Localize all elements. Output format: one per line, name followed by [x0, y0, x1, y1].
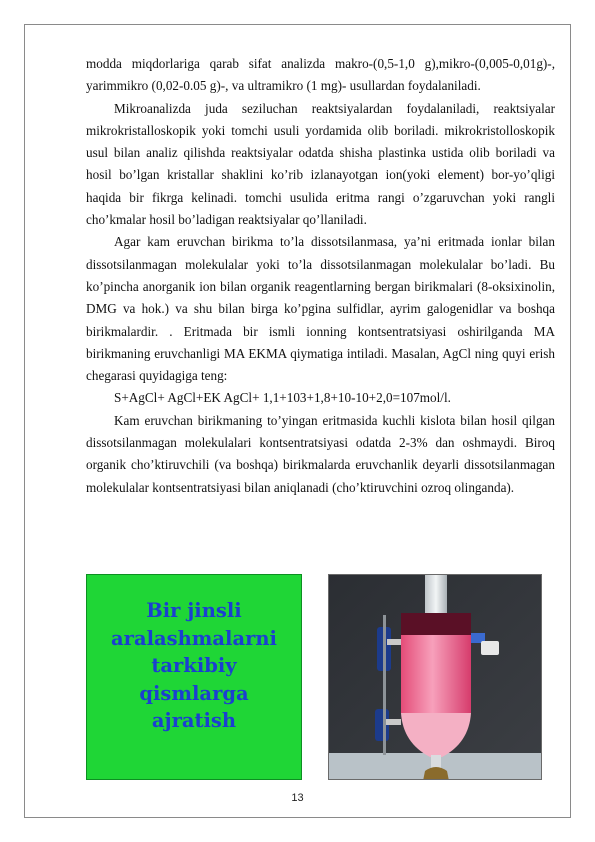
paragraph-4: Kam eruvchan birikmaning to’yingan eritmasida kuchli kislota bilan hosil qilgan dissotsilanmagan molekulalari kontsentratsiyasi odatda 2-3% dan oshmaydi. Biroq organik cho’ktiruvchili (va boshqa) birikmalarda eruvchanlik deyarli dissotsilanmagan molekulalar kontsentratsiyasi bilan aniqlanadi (cho’ktiruvchini ozroq olinganda).	[86, 412, 555, 495]
paragraph-2: Mikroanalizda juda seziluchan reaktsiyalardan foydalaniladi, reaktsiyalar mikrokristalloskopik yoki tomchi usuli yordamida olib boriladi. mikrokristolloskopik usul bilan analiz qilishda reaktsiyalar odatda shisha plastinka ustida olib boriladi va hosil bo’lgan kristallar shaklini ko’rib izlanayotgan ion(yoki element) bor-yo’qligi haqida bir fikrga kelinadi. tomchi usulida eritma rangi o’zgaruvchan yoki rangli cho’kmalar hosil bo’ladigan reaktsiyalar qo’llaniladi.	[86, 100, 555, 228]
paragraph-3: Agar kam eruvchan birikma to’la dissotsilanmasa, ya’ni eritmada ionlar bilan dissotsilanmagan molekulalar yoki to’la dissotsilanmagan molekulalar bo’ladi. Bu ko’pincha anorganik ion bilan organik reagentlarning bergan birikmalari (8-oksixinolin, DMG va hok.) va shu bilan birga ko’pgina sulfidlar, ayrim galogenidlar va boshqa birikmalardir. . Eritmada bir ismli ionning kontsentratsiyasi oshirilganda MA birikmaning eruvchanligi MA EKMA qiymatiga intiladi. Masalan, AgCl ning quyi erish chegarasi quyidagiga teng:	[86, 234, 555, 384]
separation-column-photo	[328, 574, 542, 780]
title-image-caption	[87, 597, 301, 735]
caption-line-1: Bir jinsli	[146, 599, 242, 622]
caption-line-3: tarkibiy	[151, 654, 237, 677]
body-text	[86, 53, 555, 499]
page-number: 13	[291, 792, 304, 804]
column-illustration	[329, 575, 542, 780]
pink-liquid	[401, 635, 471, 713]
caption-line-2: aralashmalarni	[111, 626, 277, 650]
paragraph-1: modda miqdorlariga qarab sifat analizda makro-(0,5-1,0 g),mikro-(0,005-0,01g)-, yarimmikro (0,02-0.05 g)-, va ultramikro (1 mg)- usullardan foydalaniladi.	[86, 56, 555, 94]
caption-line-4: qismlarga	[139, 681, 249, 705]
formula-line: S+AgCl+ AgCl+EK AgCl+ 1,1+103+1,8+10-10+2,0=107mol/l.	[114, 390, 451, 406]
dark-band	[401, 613, 471, 635]
caption-line-5: ajratish	[151, 709, 237, 732]
title-image	[86, 574, 302, 780]
column-top-tube	[425, 575, 447, 613]
